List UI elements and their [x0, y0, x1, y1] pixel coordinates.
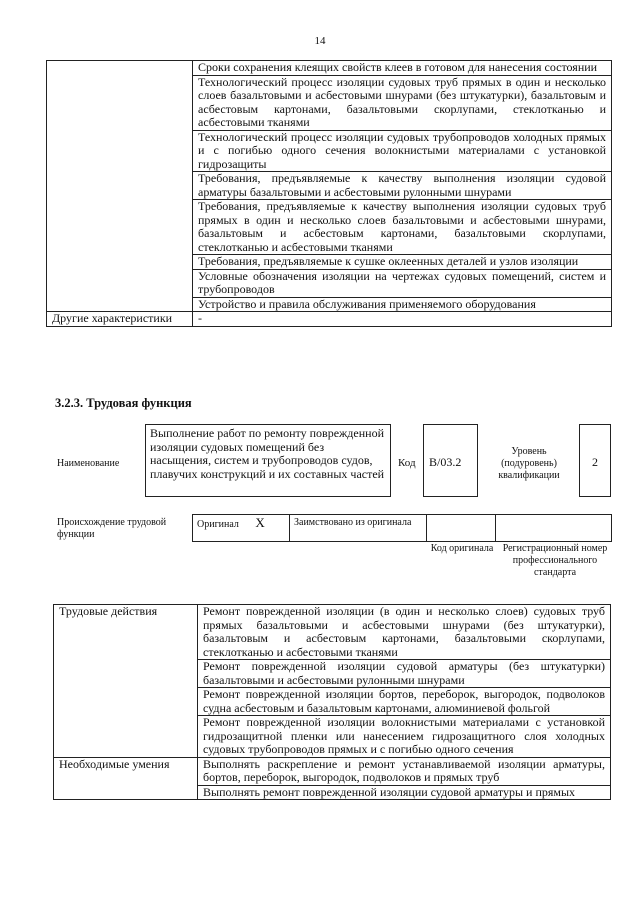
original-mark: X — [255, 515, 265, 530]
table-cell-label: Другие характеристики — [47, 312, 193, 327]
table-row — [47, 312, 612, 327]
table-cell-text: Требования, предъявляемые к качеству выполнения изоляции судовых труб прямых в один и несколько слоев базальтовыми и асбестовыми шнурами, базальтовым и асбестовым картонами, базальтовыми скорлупами, стеклотканью и асбестовыми тканями — [193, 200, 612, 255]
table-cell-text: - — [193, 312, 612, 327]
level-label: Уровень (подуровень) квалификации — [498, 446, 560, 481]
actions-label: Трудовые действия — [54, 605, 198, 758]
origin-table — [192, 514, 612, 542]
skill-item: Выполнять раскрепление и ремонт устанавливаемой изоляции арматуры, бортов, переборок, выгородок, подволоков и прямых труб — [198, 757, 611, 785]
code-original-cell — [427, 515, 496, 542]
original-cell — [193, 515, 290, 542]
table-cell-text: Устройство и правила обслуживания применяемого оборудования — [193, 297, 612, 312]
table-cell-text: Технологический процесс изоляции судовых трубопроводов холодных прямых и с погибью одного сечения волокнистыми материалами с установкой гидрозащиты — [193, 130, 612, 172]
original-label: Оригинал — [197, 519, 239, 530]
table-row — [193, 515, 612, 542]
table-cell-text: Требования, предъявляемые к качеству выполнения изоляции судовой арматуры базальтовыми и асбестовыми рулонными шнурами — [193, 172, 612, 200]
table-cell-text: Условные обозначения изоляции на чертежах судовых помещений, систем и трубопроводов — [193, 269, 612, 297]
knowledge-table — [46, 60, 612, 327]
table-row — [54, 605, 611, 660]
table-cell-label — [47, 61, 193, 312]
action-item: Ремонт поврежденной изоляции бортов, переборок, выгородок, подволоков судна асбестовым и базальтовым картонами, алюминиевой фольгой — [198, 688, 611, 716]
code-label: Код — [398, 457, 416, 469]
qualification-level: 2 — [579, 424, 611, 497]
origin-label: Происхождение трудовой функции — [57, 517, 167, 540]
actions-table — [53, 604, 611, 800]
reg-number-label: Регистрационный номер профессионального стандарта — [502, 543, 608, 578]
section-title: 3.2.3. Трудовая функция — [55, 396, 192, 410]
table-row — [47, 61, 612, 76]
name-label: Наименование — [57, 458, 120, 469]
function-code: B/03.2 — [423, 424, 478, 497]
reg-number-cell — [496, 515, 612, 542]
table-cell-text: Технологический процесс изоляции судовых труб прямых в один и несколько слоев базальтовыми и асбестовыми шнурами (без штукатурки), базальтовым и асбестовым картонами, базальтовыми скорлупами, стеклотканью и асбестовыми тканями — [193, 75, 612, 130]
skill-item: Выполнять ремонт поврежденной изоляции судовой арматуры и прямых — [198, 785, 611, 800]
table-cell-text: Сроки сохранения клеящих свойств клеев в готовом для нанесения состоянии — [193, 61, 612, 76]
table-row — [54, 757, 611, 785]
action-item: Ремонт поврежденной изоляции (в один и несколько слоев) судовых труб прямых базальтовыми и асбестовыми шнурами (без штукатурки), базальтовым и асбестовым картонами, базальтовыми скорлупами, стеклотканью и асбестовыми тканями — [198, 605, 611, 660]
function-name: Выполнение работ по ремонту поврежденной изоляции судовых помещений без насыщения, систем и трубопроводов судов, плавучих конструкций и их составных частей — [145, 424, 391, 497]
skills-label: Необходимые умения — [54, 757, 198, 800]
table-cell-text: Требования, предъявляемые к сушке оклеенных деталей и узлов изоляции — [193, 255, 612, 270]
action-item: Ремонт поврежденной изоляции судовой арматуры (без штукатурки) базальтовыми и асбестовыми рулонными шнурами — [198, 660, 611, 688]
page-number: 14 — [314, 35, 326, 47]
code-original-label: Код оригинала — [430, 543, 494, 554]
action-item: Ремонт поврежденной изоляции волокнистыми материалами с установкой гидрозащитной пленки или нанесением гидрозащитного слоя холодных судовых трубопроводов прямых и с погибью одного сечения — [198, 716, 611, 758]
borrowed-label: Заимствовано из оригинала — [290, 515, 427, 542]
